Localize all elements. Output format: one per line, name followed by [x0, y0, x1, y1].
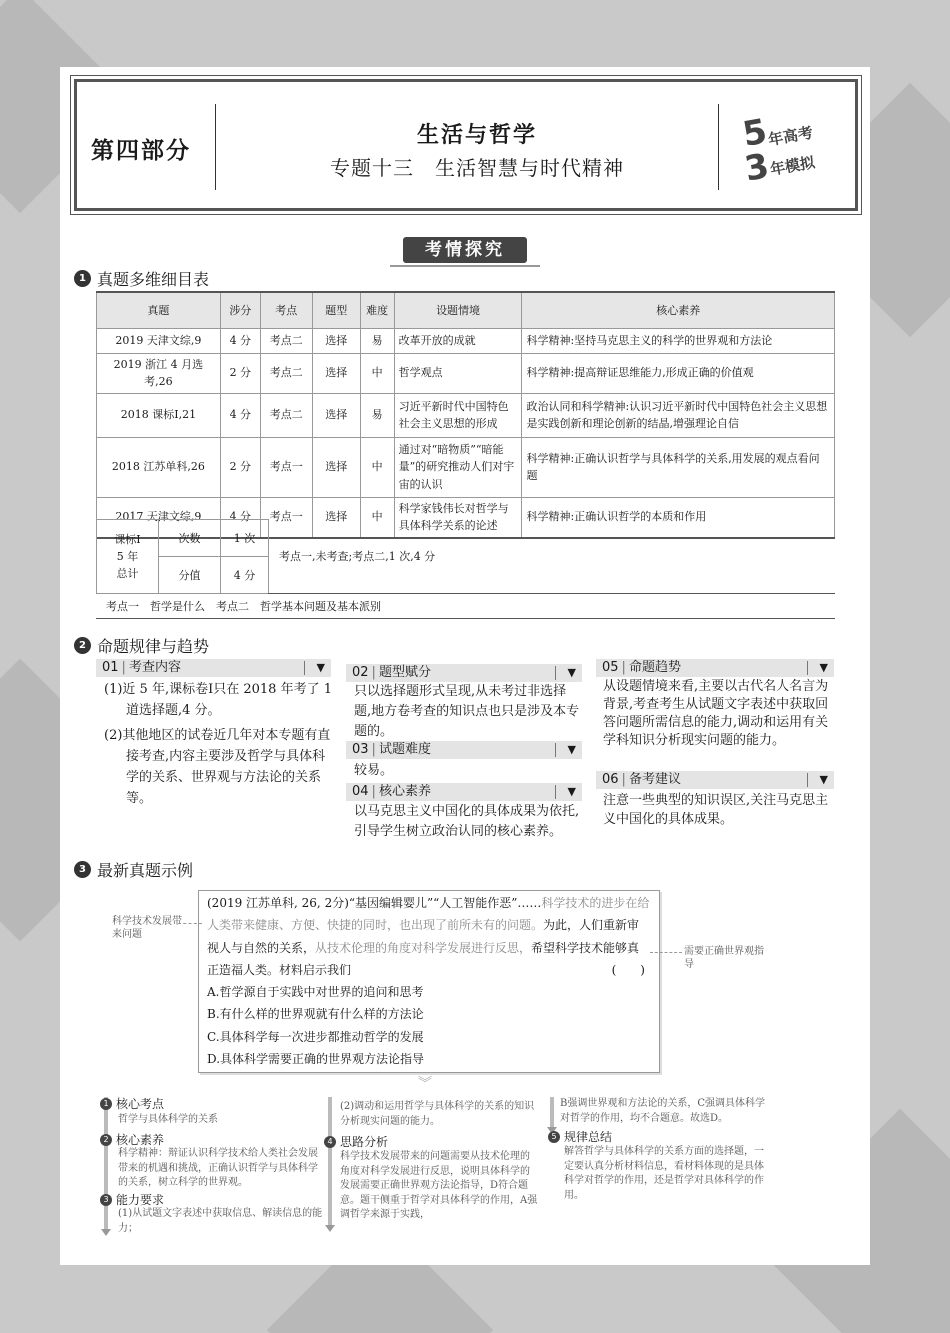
summary-label: 课标Ⅰ 5 年 总计: [97, 520, 159, 594]
section-number: 1: [74, 270, 91, 287]
analysis-number: 3: [100, 1194, 112, 1206]
left-annotation: 科学技术发展带来问题: [112, 916, 182, 940]
analysis-text: 科学精神：辩证认识科学技术给人类社会发展带来的机遇和挑战，正确认识哲学与具体科学的关系，树立科学的世界观。: [118, 1148, 318, 1188]
cell-exam: 2019 浙江 4 月选考,26: [97, 353, 221, 393]
block-body: 以马克思主义中国化的具体成果为依托,引导学生树立政治认同的核心素养。: [354, 804, 580, 839]
answer-bracket: ( ): [611, 962, 645, 977]
section-title: 最新真题示例: [97, 861, 194, 880]
annotation-line: [650, 952, 682, 953]
section-number: 3: [74, 861, 91, 878]
cell-exam: 2017 天津文综,9: [97, 497, 221, 538]
analysis-title: 规律总结: [564, 1130, 613, 1144]
list-item: (2)其他地区的试卷近几年对本专题有直接考查,内容主要涉及哲学与具体科学的关系、世界观与方法论的关系等。: [104, 728, 331, 806]
option-c: C.具体科学每一次进步都推动哲学的发展: [207, 1029, 424, 1044]
column-header: 涉分: [220, 292, 260, 328]
section-number: 2: [74, 637, 91, 654]
cell-difficulty: 易: [360, 393, 394, 437]
analysis-text: (2)调动和运用哲学与具体科学的关系的知识分析现实问题的能力。: [340, 1101, 535, 1127]
analysis-heading: [324, 1133, 388, 1150]
right-annotation: 需要正确世界观指导: [684, 946, 764, 970]
cell-exam: 2019 天津文综,9: [97, 328, 221, 353]
cell-point: 考点一: [260, 437, 312, 497]
cell-context: 哲学观点: [394, 353, 522, 393]
analysis-number: 1: [100, 1098, 112, 1110]
section-1-heading: [74, 267, 209, 290]
section-title: 真题多维细目表: [97, 270, 210, 289]
block-header: 01 | 考查内容 ▼: [96, 659, 331, 677]
block-body: [104, 679, 332, 809]
cell-score: 2 分: [220, 437, 260, 497]
cell-score: 4 分: [220, 497, 260, 538]
cell-type: 选择: [312, 497, 360, 538]
chapter-header: [74, 79, 858, 211]
cell-point: 考点一: [260, 497, 312, 538]
cell-type: 选择: [312, 437, 360, 497]
block-number: 02: [352, 665, 369, 680]
block-number: 04: [352, 784, 369, 799]
cell-exam: 2018 江苏单科,26: [97, 437, 221, 497]
cell-context: 习近平新时代中国特色社会主义思想的形成: [394, 393, 522, 437]
band-underline: [390, 265, 540, 267]
cell-exam: 2018 课标Ⅰ,21: [97, 393, 221, 437]
chevron-down-icon: ▼: [567, 785, 576, 798]
block-title: 核心素养: [378, 784, 431, 799]
cell-difficulty: 中: [360, 437, 394, 497]
cell-literacy: 科学精神:正确认识哲学的本质和作用: [522, 497, 835, 538]
block-body: 从设题情境来看,主要以古代名人名言为背景,考查考生从试题文字表述中获取回答问题所需信息的能力,调动和运用有关学科知识分析现实问题的能力。: [603, 679, 829, 748]
document-page: [60, 67, 870, 1265]
analysis-text: 哲学与具体科学的关系: [118, 1114, 218, 1125]
cell-score: 4 分: [220, 393, 260, 437]
table-row: [97, 437, 835, 497]
block-number: 01: [102, 660, 119, 675]
section-band: 考情探究: [403, 237, 527, 263]
section-2-heading: [74, 634, 209, 657]
page-title: 生活与哲学: [416, 123, 537, 148]
block-title: 题型赋分: [378, 665, 431, 680]
column-header: 难度: [360, 292, 394, 328]
table-row: [97, 353, 835, 393]
cell-context: 通过对“暗物质”“暗能量”的研究推动人们对宇宙的认识: [394, 437, 522, 497]
block-title: 试题难度: [378, 742, 431, 757]
cell-difficulty: 中: [360, 497, 394, 538]
divider: [96, 618, 835, 619]
annotation-line: [178, 923, 202, 924]
section-3-heading: [74, 858, 193, 881]
analysis-text: (1)从试题文字表述中获取信息、解读信息的能力；: [118, 1208, 323, 1234]
block-body: 注意一些典型的知识误区,关注马克思主义中国化的具体成果。: [603, 793, 829, 827]
chevron-down-icon: ▼: [819, 661, 828, 674]
block-title: 命题趋势: [628, 660, 681, 675]
summary-note: 考点一,未考查;考点二,1 次,4 分: [269, 520, 836, 594]
chevron-down-icon: ▼: [567, 666, 576, 679]
option-a: A.哲学源自于实践中对世界的追问和思考: [207, 985, 424, 1000]
cell-score: 4 分: [220, 328, 260, 353]
divider: [718, 104, 719, 190]
column-header: 核心素养: [522, 292, 835, 328]
arrow-down-icon: [325, 1225, 335, 1232]
chevron-down-icon: ▼: [567, 743, 576, 756]
column-header: 题型: [312, 292, 360, 328]
block-title: 考查内容: [128, 660, 181, 675]
analysis-heading: [100, 1095, 164, 1112]
option-d: D.具体科学需要正确的世界观方法论指导: [207, 1052, 425, 1067]
summary-table: [96, 519, 835, 594]
cell-literacy: 科学精神:坚持马克思主义的科学的世界观和方法论: [522, 328, 835, 353]
block-header: 05 | 命题趋势 ▼: [596, 659, 834, 677]
chevron-down-icon: ︾: [418, 1076, 432, 1092]
svg-text:年高考: 年高考: [766, 123, 815, 150]
column-header: 考点: [260, 292, 312, 328]
table-row: [97, 393, 835, 437]
cell-point: 考点二: [260, 328, 312, 353]
page-subtitle: 专题十三 生活智慧与时代精神: [330, 156, 624, 180]
question-text: 科学技术的进步在给人类带来健康、方便、快捷的同时，也出现了前所未有的问题。: [207, 896, 650, 933]
flow-strip: [550, 1097, 554, 1127]
chevron-down-icon: ▼: [316, 661, 325, 674]
cell-type: 选择: [312, 393, 360, 437]
score-value: 4 分: [221, 557, 269, 594]
analysis-text: 科学技术发展带来的问题需要从技术伦理的角度对科学发展进行反思，说明具体科学的发展需要正确世界观方法论指导，D符合题意。题干侧重于哲学对具体科学的作用，A强调哲学来源于实践，: [340, 1151, 538, 1220]
block-number: 05: [602, 660, 619, 675]
block-number: 03: [352, 742, 369, 757]
question-source: (2019 江苏单科, 26, 2分)“基因编辑婴儿”“人工智能作恶”……: [207, 896, 542, 910]
flow-strip: [328, 1097, 332, 1225]
section-title: 命题规律与趋势: [97, 637, 210, 656]
part-label: 第四部分: [91, 138, 191, 164]
analysis-title: 核心素养: [116, 1133, 165, 1147]
cell-type: 选择: [312, 328, 360, 353]
cell-point: 考点二: [260, 353, 312, 393]
cell-literacy: 科学精神:正确认识哲学与具体科学的关系,用发展的观点看问题: [522, 437, 835, 497]
brand-logo: [737, 104, 842, 190]
analysis-number: 4: [324, 1136, 336, 1148]
cell-point: 考点二: [260, 393, 312, 437]
arrow-down-icon: [101, 1229, 111, 1236]
example-question: [198, 890, 660, 1073]
cell-literacy: 政治认同和科学精神:认识习近平新时代中国特色社会主义思想是实践创新和理论创新的结晶,增强理论自信: [522, 393, 835, 437]
analysis-title: 思路分析: [340, 1135, 389, 1149]
flow-strip: [104, 1097, 108, 1229]
analysis-number: 2: [100, 1134, 112, 1146]
column-header: 真题: [97, 292, 221, 328]
analysis-heading: [100, 1131, 164, 1148]
divider: [215, 104, 216, 190]
cell-score: 2 分: [220, 353, 260, 393]
cell-difficulty: 易: [360, 328, 394, 353]
block-header: 03 | 试题难度 ▼: [346, 741, 582, 759]
score-label: 分值: [159, 557, 221, 594]
analysis-text: B强调世界观和方法论的关系，C强调具体科学对哲学的作用，均不合题意。故选D。: [560, 1098, 765, 1124]
column-header: 设题情境: [394, 292, 522, 328]
block-header: 02 | 题型赋分 ▼: [346, 664, 582, 682]
cell-context: 科学家钱伟长对哲学与具体科学关系的论述: [394, 497, 522, 538]
analysis-title: 能力要求: [116, 1193, 165, 1207]
table-header: [97, 292, 835, 328]
question-text: 从技术伦理的角度对科学发展进行反思，: [315, 940, 532, 955]
analysis-number: 5: [548, 1131, 560, 1143]
cell-literacy: 科学精神:提高辩证思维能力,形成正确的价值观: [522, 353, 835, 393]
count-label: 次数: [159, 520, 221, 557]
svg-text:5: 5: [739, 111, 771, 155]
count-value: 1 次: [221, 520, 269, 557]
block-header: 04 | 核心素养 ▼: [346, 783, 582, 801]
list-item: (1)近 5 年,课标卷Ⅰ只在 2018 年考了 1 道选择题,4 分。: [104, 682, 332, 718]
question-text: 希望科学技术能够真正造福人类。材料启示我们: [207, 940, 640, 977]
points-note: 考点一 哲学是什么 考点二 哲学基本问题及基本派别: [106, 600, 381, 613]
block-body: 较易。: [354, 763, 394, 778]
chevron-down-icon: ▼: [819, 773, 828, 786]
question-text: 为此，人们重新审视人与自然的关系，: [207, 918, 640, 955]
option-b: B.有什么样的世界观就有什么样的方法论: [207, 1007, 424, 1022]
cell-context: 改革开放的成就: [394, 328, 522, 353]
analysis-text: 解答哲学与具体科学的关系方面的选择题，一定要认真分析材料信息，看材料体现的是具体科学对哲学的作用，还是哲学对具体科学的作用。: [564, 1146, 764, 1201]
analysis-heading: [100, 1191, 164, 1208]
exam-table: [96, 291, 835, 539]
analysis-title: 核心考点: [116, 1097, 165, 1111]
cell-difficulty: 中: [360, 353, 394, 393]
block-body: 只以选择题形式呈现,从未考过非选择题,地方卷考查的知识点也只是涉及本专题的。: [354, 684, 580, 739]
analysis-heading: [548, 1128, 612, 1145]
block-header: 06 | 备考建议 ▼: [596, 771, 834, 789]
table-row: [97, 328, 835, 353]
block-number: 06: [602, 772, 619, 787]
cell-type: 选择: [312, 353, 360, 393]
block-title: 备考建议: [628, 772, 681, 787]
svg-text:年模拟: 年模拟: [768, 153, 817, 179]
svg-text:3: 3: [741, 146, 773, 190]
